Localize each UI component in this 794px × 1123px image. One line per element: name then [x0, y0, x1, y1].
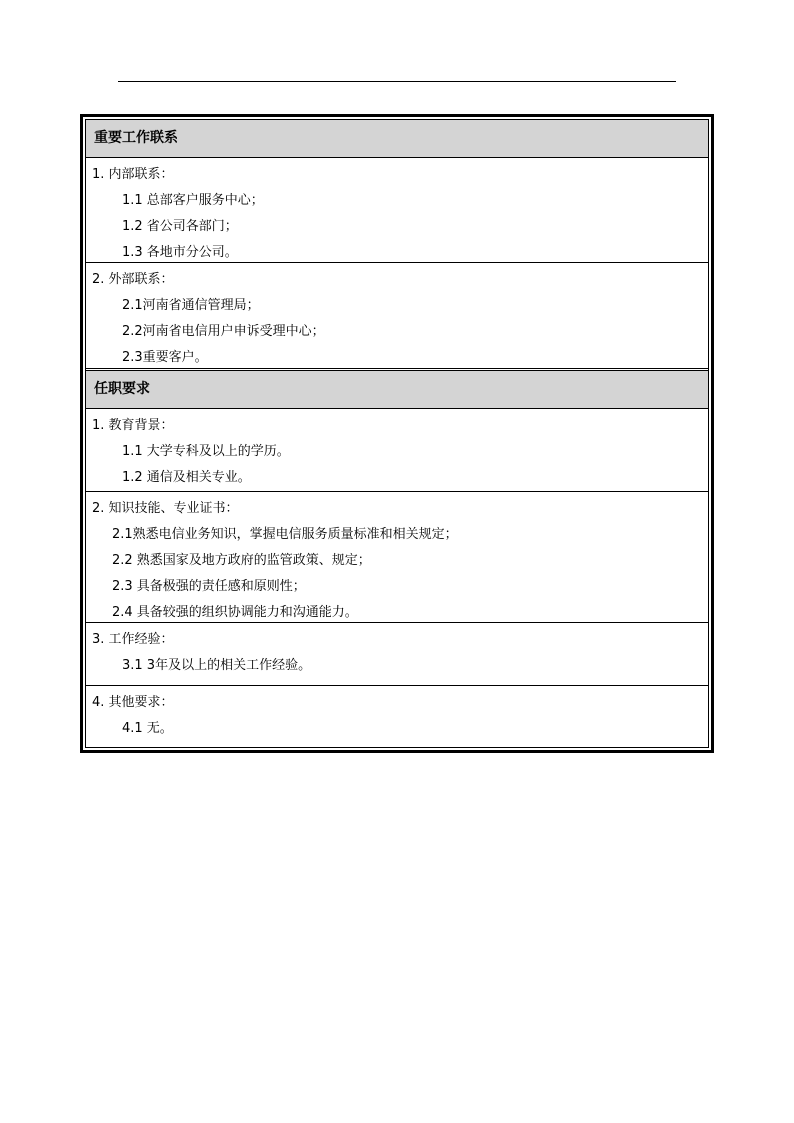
education-item: 1.2 通信及相关专业。 — [122, 470, 251, 485]
external-contact-item: 2.2河南省电信用户申诉受理中心； — [122, 324, 325, 339]
header-rule — [118, 81, 676, 82]
internal-contact-item: 1.2 省公司各部门； — [122, 219, 238, 234]
external-contact-item: 2.1河南省通信管理局； — [122, 298, 260, 313]
external-contacts-heading: 2. 外部联系： — [92, 272, 174, 287]
skills-heading: 2. 知识技能、专业证书： — [92, 501, 239, 516]
internal-contacts-cell — [86, 158, 708, 263]
internal-contact-item: 1.3 各地市分公司。 — [122, 245, 238, 260]
skills-item: 2.3 具备极强的责任感和原则性； — [112, 579, 306, 594]
experience-item: 3.1 3年及以上的相关工作经验。 — [122, 658, 312, 673]
external-contact-item: 2.3重要客户。 — [122, 350, 208, 365]
section-title: 重要工作联系 — [94, 130, 178, 146]
education-item: 1.1 大学专科及以上的学历。 — [122, 444, 290, 459]
section-title: 任职要求 — [94, 381, 150, 397]
other-requirements-cell — [86, 686, 708, 746]
skills-item: 2.4 具备较强的组织协调能力和沟通能力。 — [112, 605, 358, 620]
skills-item: 2.2 熟悉国家及地方政府的监管政策、规定； — [112, 553, 371, 568]
education-cell — [86, 409, 708, 492]
other-requirements-item: 4.1 无。 — [122, 721, 173, 736]
other-requirements-heading: 4. 其他要求： — [92, 695, 174, 710]
skills-cell — [86, 492, 708, 623]
education-heading: 1. 教育背景： — [92, 418, 174, 433]
experience-cell — [86, 623, 708, 686]
section-header-requirements — [86, 371, 708, 409]
section-header-work-contacts — [86, 120, 708, 158]
experience-heading: 3. 工作经验： — [92, 632, 174, 647]
skills-item: 2.1熟悉电信业务知识，掌握电信服务质量标准和相关规定； — [112, 527, 458, 542]
table-inner — [85, 119, 709, 748]
internal-contacts-heading: 1. 内部联系： — [92, 167, 174, 182]
internal-contact-item: 1.1 总部客户服务中心； — [122, 193, 264, 208]
external-contacts-cell — [86, 263, 708, 371]
job-description-table — [80, 114, 714, 753]
